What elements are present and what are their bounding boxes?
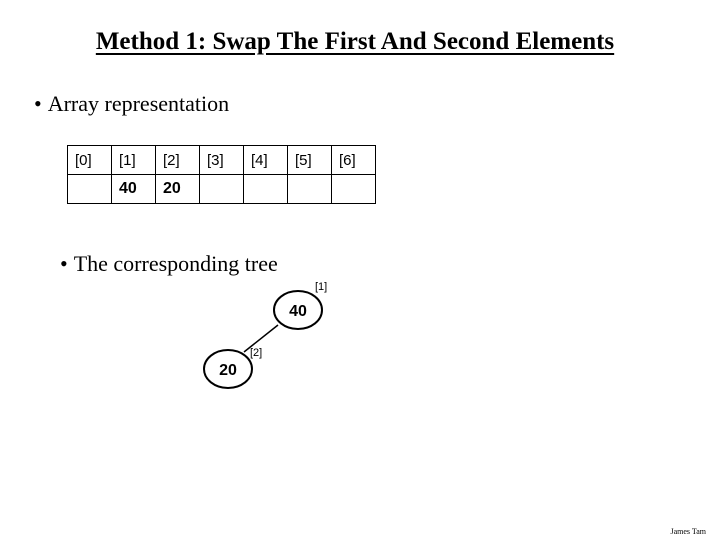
array-index-cell: [5]: [288, 146, 332, 175]
bullet-array-label: Array representation: [47, 91, 230, 116]
array-value-cell: 40: [112, 175, 156, 204]
bullet-marker: •: [60, 251, 68, 276]
node-value: 40: [289, 303, 307, 320]
bullet-marker: •: [34, 91, 42, 116]
tree-node-root: [274, 281, 327, 329]
node-index-label: [1]: [315, 281, 328, 293]
array-index-cell: [1]: [112, 146, 156, 175]
slide-title: Method 1: Swap The First And Second Elements: [95, 28, 615, 55]
array-index-cell: [2]: [156, 146, 200, 175]
node-value: 20: [219, 362, 237, 379]
array-index-cell: [6]: [332, 146, 376, 175]
bullet-tree-label: The corresponding tree: [73, 251, 278, 276]
tree-node-left-child: [204, 347, 262, 388]
array-index-cell: [3]: [200, 146, 244, 175]
array-index-cell: [4]: [244, 146, 288, 175]
node-index-label: [2]: [250, 347, 263, 359]
array-index-cell: [0]: [68, 146, 112, 175]
array-value-cell: 20: [156, 175, 200, 204]
footer-author: James Tam: [670, 527, 706, 536]
